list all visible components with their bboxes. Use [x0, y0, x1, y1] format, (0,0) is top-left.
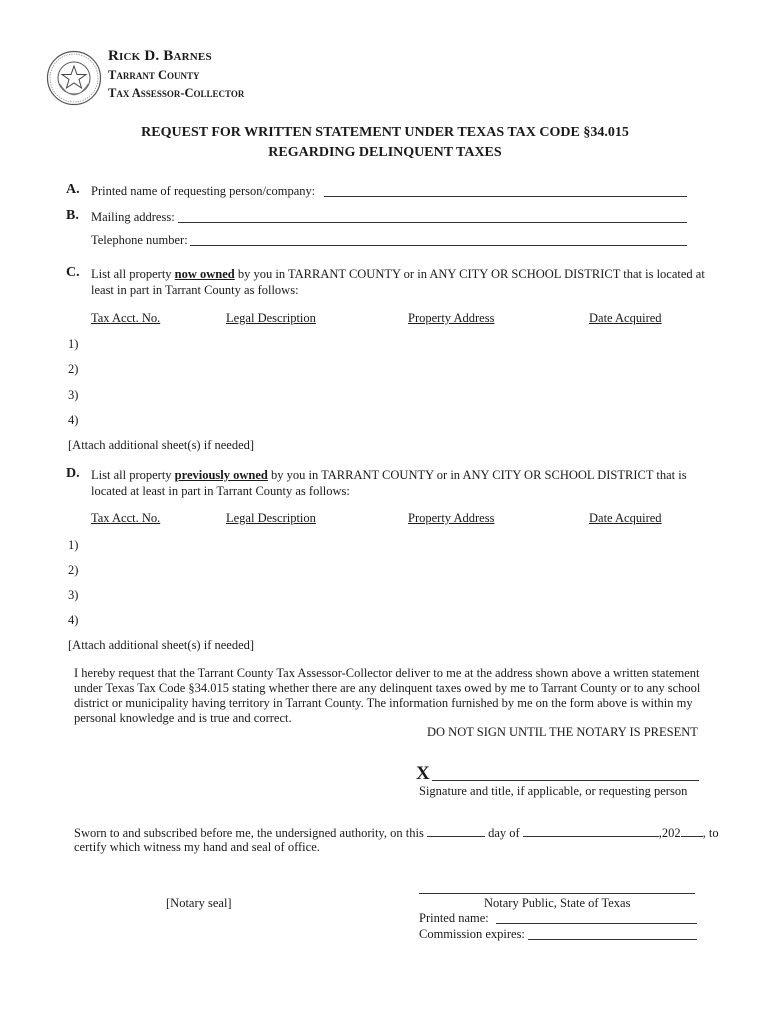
column-tax-acct: Tax Acct. No.	[91, 511, 161, 525]
attach-sheets-note: [Attach additional sheet(s) if needed]	[68, 638, 255, 652]
column-legal-description: Legal Description	[226, 311, 316, 325]
section-d-text-line2: located at least in part in Tarrant County as follows:	[91, 484, 350, 498]
do-not-sign-warning: DO NOT SIGN UNTIL THE NOTARY IS PRESENT	[427, 725, 698, 739]
property-row-number: 1)	[68, 337, 79, 351]
now-owned-emphasis: now owned	[174, 267, 235, 281]
property-row-number: 1)	[68, 538, 79, 552]
property-row-number: 2)	[68, 362, 79, 376]
commission-expires-field[interactable]	[528, 939, 697, 940]
requester-name-field[interactable]	[324, 196, 687, 197]
column-legal-description: Legal Description	[226, 511, 316, 525]
requester-name-label: Printed name of requesting person/company:	[91, 184, 316, 198]
property-row-number: 3)	[68, 388, 79, 402]
assessor-name: Rick D. Barnes	[108, 48, 212, 64]
request-line: under Texas Tax Code §34.015 stating whether there are any delinquent taxes owed by me to Tarrant County or to any school	[74, 681, 701, 695]
commission-expires-label: Commission expires:	[419, 927, 525, 941]
section-a-letter: A.	[66, 182, 80, 197]
attach-sheets-note: [Attach additional sheet(s) if needed]	[68, 438, 255, 452]
section-c-text-line2: least in part in Tarrant County as follows:	[91, 283, 299, 297]
property-row-number: 2)	[68, 563, 79, 577]
column-property-address: Property Address	[408, 311, 495, 325]
property-row-number: 4)	[68, 413, 79, 427]
form-title-line2: REGARDING DELINQUENT TAXES	[268, 145, 502, 160]
section-d-text: List all property previously owned by you in TARRANT COUNTY or in ANY CITY OR SCHOOL DISTRICT that is	[91, 468, 687, 482]
telephone-label: Telephone number:	[91, 233, 188, 247]
notary-signature-line[interactable]	[419, 893, 695, 894]
section-d-letter: D.	[66, 466, 80, 481]
section-b-letter: B.	[66, 208, 79, 223]
property-row-number: 3)	[68, 588, 79, 602]
year-field[interactable]	[681, 825, 703, 837]
property-row-number: 4)	[68, 613, 79, 627]
notary-seal-label: [Notary seal]	[166, 896, 232, 910]
form-title-line1: REQUEST FOR WRITTEN STATEMENT UNDER TEXAS TAX CODE §34.015	[141, 125, 629, 140]
request-line: personal knowledge and is true and correct.	[74, 711, 292, 725]
column-date-acquired: Date Acquired	[589, 311, 662, 325]
signature-caption: Signature and title, if applicable, or requesting person	[419, 784, 688, 798]
printed-name-label: Printed name:	[419, 911, 489, 925]
request-line: district or municipality having territory in Tarrant County. The information furnished by me on the form above is within my	[74, 696, 693, 710]
signature-mark: X	[416, 763, 430, 784]
month-field[interactable]	[523, 825, 659, 837]
county-seal-icon	[46, 50, 102, 106]
sworn-statement-line2: certify which witness my hand and seal of office.	[74, 840, 320, 854]
signature-line[interactable]	[432, 780, 699, 781]
column-date-acquired: Date Acquired	[589, 511, 662, 525]
column-property-address: Property Address	[408, 511, 495, 525]
section-c-letter: C.	[66, 265, 80, 280]
day-field[interactable]	[427, 825, 485, 837]
printed-name-field[interactable]	[496, 923, 697, 924]
notary-public-title: Notary Public, State of Texas	[484, 896, 631, 910]
previously-owned-emphasis: previously owned	[174, 468, 268, 482]
office-name: Tax Assessor-Collector	[108, 86, 245, 100]
column-tax-acct: Tax Acct. No.	[91, 311, 161, 325]
sworn-statement: Sworn to and subscribed before me, the undersigned authority, on this day of ,202 , to	[74, 826, 719, 840]
county-name: Tarrant County	[108, 68, 200, 82]
section-c-text: List all property now owned by you in TARRANT COUNTY or in ANY CITY OR SCHOOL DISTRICT that is located at	[91, 267, 705, 281]
telephone-field[interactable]	[190, 245, 687, 246]
mailing-address-label: Mailing address:	[91, 210, 175, 224]
request-line: I hereby request that the Tarrant County Tax Assessor-Collector deliver to me at the address shown above a written statement	[74, 666, 700, 680]
mailing-address-field[interactable]	[178, 222, 687, 223]
